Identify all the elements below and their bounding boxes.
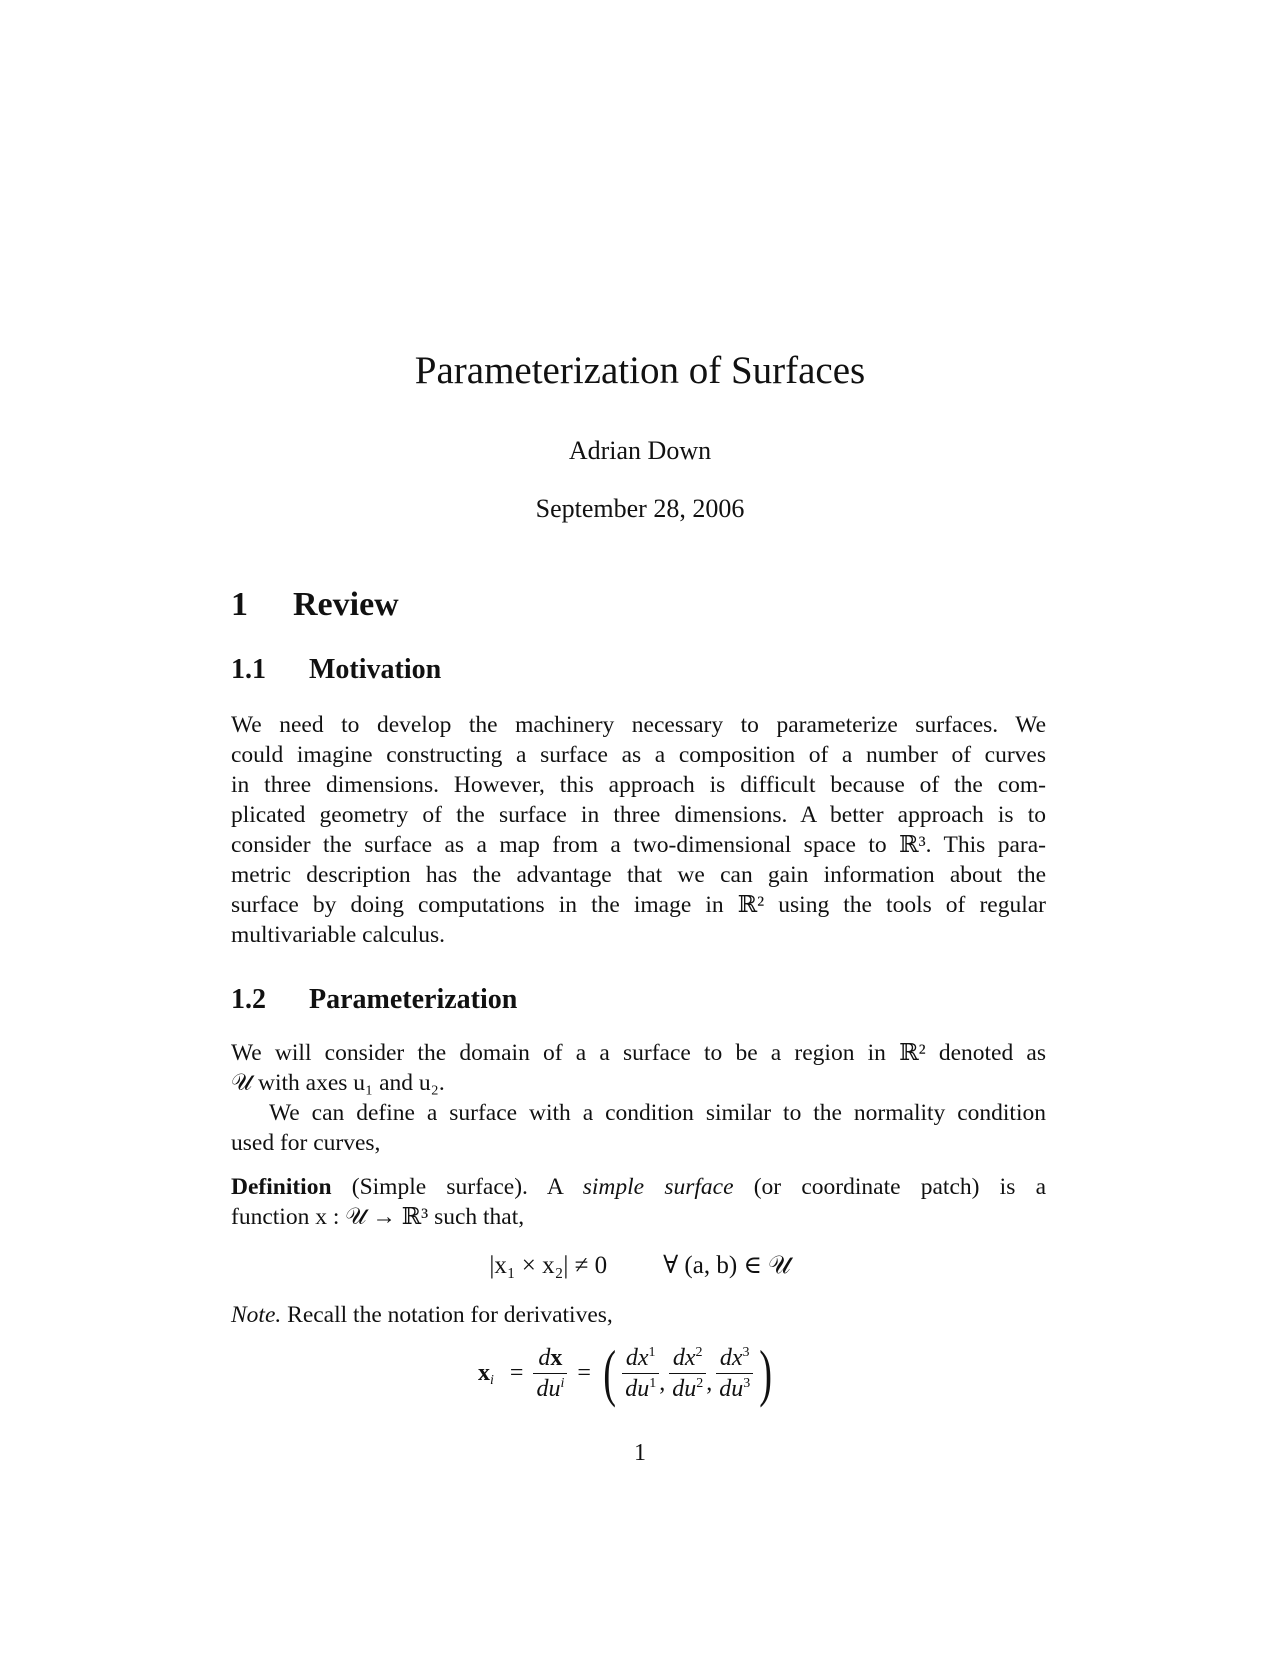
page-number: 1 (634, 1440, 646, 1466)
fraction: $\frac{dx^1}{du^1}$ (622, 1343, 659, 1404)
definition-line-2: function x : 𝒰 → ℝ³ such that, (231, 1204, 525, 1230)
fraction: $\frac{dx^2}{du^2}$ (669, 1343, 706, 1404)
note-label: Note. (231, 1302, 282, 1328)
text-line: used for curves, (231, 1130, 381, 1156)
text-line: in three dimensions. However, this approach is difficult because of the com- (231, 772, 1046, 798)
fraction: $\frac{dx}{du^i}$ (533, 1343, 567, 1404)
text-line: could imagine constructing a surface as a composition of a number of curves (231, 742, 1046, 768)
text-line: multivariable calculus. (231, 922, 446, 948)
section-number: 1 (231, 586, 248, 623)
subsection-number: 1.1 (231, 654, 266, 685)
eq-x-i: $x_i$ (478, 1359, 494, 1388)
text-line: 𝒰 with axes u₁ and u₂. (231, 1070, 445, 1096)
paper-date: September 28, 2006 (535, 494, 745, 523)
define-paragraph (231, 1098, 1046, 1158)
note-line (231, 1300, 1046, 1330)
definition-term: simple surface (582, 1174, 734, 1200)
definition-name: (Simple surface). (351, 1174, 528, 1200)
equation-rhs: ∀ (a, b) ∈ 𝒰 (663, 1252, 791, 1279)
text-line: consider the surface as a map from a two-dimensional space to ℝ³. This para- (231, 832, 1046, 858)
definition-line (231, 1172, 1046, 1202)
subsection-heading-parameterization (231, 984, 517, 1016)
text-line: plicated geometry of the surface in three dimensions. A better approach is to (231, 802, 1046, 828)
subsection-title: Parameterization (309, 984, 518, 1015)
equation-derivative: $x_i$ = $\frac{dx}{du^i}$ = ( $\frac{dx^1}{du^1}$ , $\frac{dx^2}{du^2}$ , $\frac{dx^3}{du^3}$ ) (478, 1337, 773, 1408)
definition-label: Definition (231, 1174, 332, 1200)
fraction: $\frac{dx^3}{du^3}$ (716, 1343, 753, 1404)
equation-lhs: |x₁ × x₂| ≠ 0 (489, 1252, 608, 1279)
section-title: Review (293, 586, 399, 623)
definition-post: (or coordinate patch) is a (753, 1174, 1046, 1200)
paper-author: Adrian Down (568, 436, 712, 465)
subsection-title: Motivation (309, 654, 442, 685)
equation-cross-product (0, 1250, 1280, 1280)
text-line: We can define a surface with a condition similar to the normality condition (269, 1100, 1046, 1126)
text-line: We need to develop the machinery necessary to parameterize surfaces. We (231, 712, 1046, 738)
note-text: Recall the notation for derivatives, (287, 1302, 613, 1328)
definition-block (231, 1172, 1046, 1232)
definition-pre: A (546, 1174, 563, 1200)
subsection-heading-motivation (231, 654, 441, 686)
paper-title: Parameterization of Surfaces (414, 349, 866, 392)
subsection-number: 1.2 (231, 984, 266, 1015)
motivation-paragraph (231, 710, 1046, 950)
text-line: We will consider the domain of a a surface to be a region in ℝ² denoted as (231, 1040, 1046, 1066)
section-heading-review (231, 586, 399, 624)
domain-paragraph (231, 1038, 1046, 1098)
text-line: surface by doing computations in the image in ℝ² using the tools of regular (231, 892, 1046, 918)
text-line: metric description has the advantage that we can gain information about the (231, 862, 1046, 888)
note-paragraph (231, 1300, 1046, 1330)
